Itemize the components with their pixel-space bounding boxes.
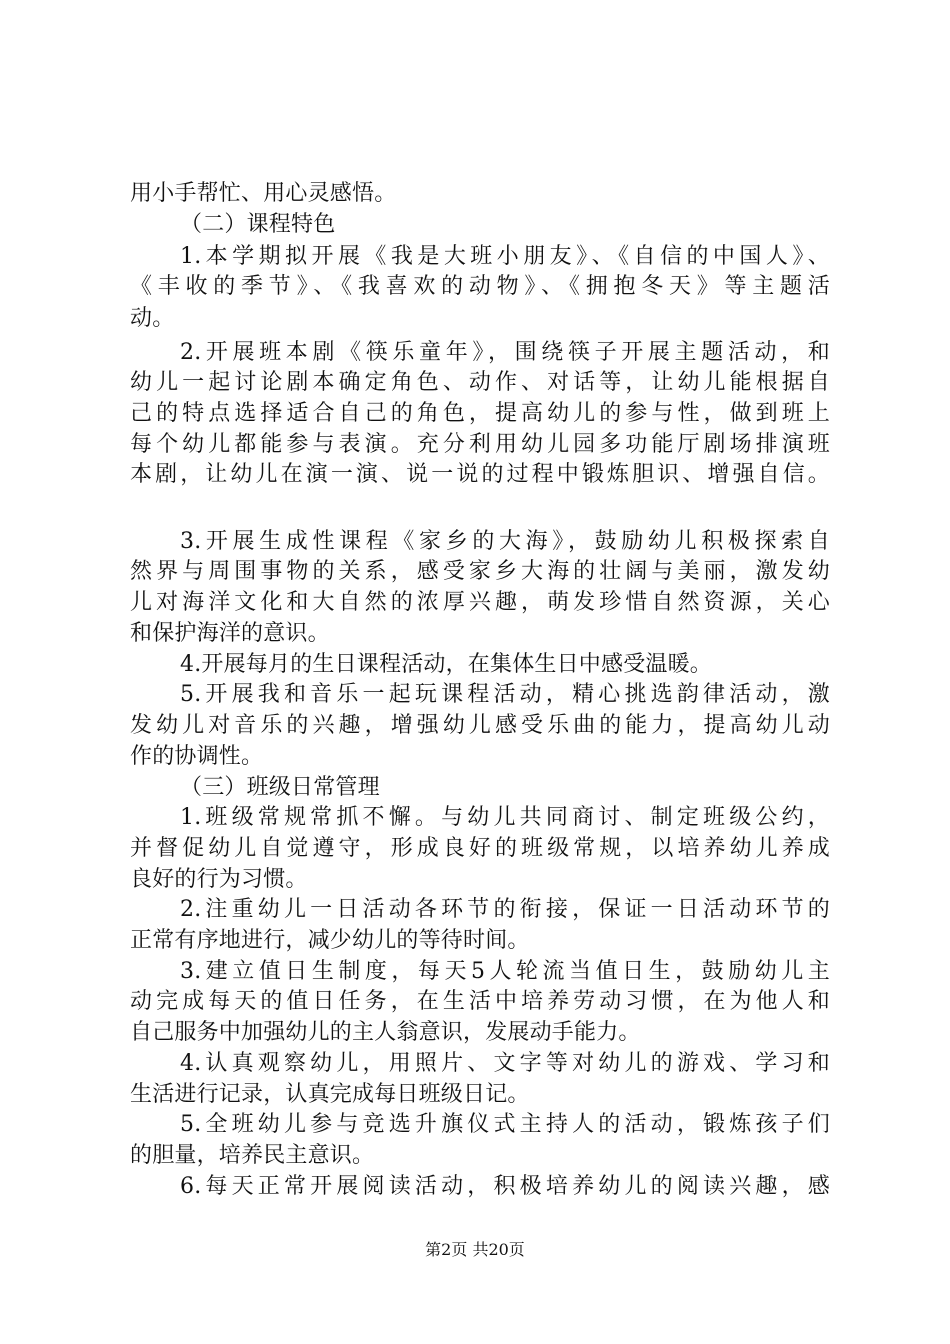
paragraph-line: 的胆量，培养民主意识。 bbox=[130, 1143, 375, 1168]
paragraph-line: 2.注重幼儿一日活动各环节的衔接，保证一日活动环节的 bbox=[180, 897, 830, 922]
paragraph-line: 作的协调性。 bbox=[130, 744, 264, 769]
paragraph-line: 并督促幼儿自觉遵守，形成良好的班级常规，以培养幼儿养成 bbox=[130, 836, 830, 861]
paragraph-line: 生活进行记录，认真完成每日班级日记。 bbox=[130, 1082, 530, 1107]
paragraph-line: 4.开展每月的生日课程活动，在集体生日中感受温暖。 bbox=[180, 652, 712, 677]
paragraph-line: 和保护海洋的意识。 bbox=[130, 621, 330, 646]
section-heading-curriculum: （二）课程特色 bbox=[180, 212, 336, 237]
paragraph-line: 正常有序地进行，减少幼儿的等待时间。 bbox=[130, 928, 530, 953]
paragraph-line: 《丰收的季节》、《我喜欢的动物》、《拥抱冬天》等主题活 bbox=[130, 274, 830, 299]
paragraph-line: 然界与周围事物的关系，感受家乡大海的壮阔与美丽，激发幼 bbox=[130, 559, 830, 584]
paragraph-line: 6.每天正常开展阅读活动，积极培养幼儿的阅读兴趣，感 bbox=[180, 1174, 830, 1199]
paragraph-line: 己的特点选择适合自己的角色，提高幼儿的参与性，做到班上 bbox=[130, 401, 830, 426]
section-heading-class-management: （三）班级日常管理 bbox=[180, 775, 380, 800]
paragraph-line: 3.建立值日生制度，每天5人轮流当值日生，鼓励幼儿主 bbox=[180, 959, 830, 984]
paragraph-line: 良好的行为习惯。 bbox=[130, 867, 308, 892]
paragraph-line: 自己服务中加强幼儿的主人翁意识，发展动手能力。 bbox=[130, 1020, 641, 1045]
paragraph-line: 动完成每天的值日任务，在生活中培养劳动习惯，在为他人和 bbox=[130, 989, 830, 1014]
paragraph-line: 本剧，让幼儿在演一演、说一说的过程中锻炼胆识、增强自信。 bbox=[130, 462, 830, 487]
paragraph-line: 幼儿一起讨论剧本确定角色、动作、对话等，让幼儿能根据自 bbox=[130, 370, 830, 395]
paragraph-line: 儿对海洋文化和大自然的浓厚兴趣，萌发珍惜自然资源，关心 bbox=[130, 590, 830, 615]
paragraph-line: 4.认真观察幼儿，用照片、文字等对幼儿的游戏、学习和 bbox=[180, 1051, 830, 1076]
paragraph-line: 每个幼儿都能参与表演。充分利用幼儿园多功能厅剧场排演班 bbox=[130, 432, 830, 457]
page-number-footer: 第2页 共20页 bbox=[425, 1240, 525, 1259]
paragraph-line: 1.班级常规常抓不懈。与幼儿共同商讨、制定班级公约， bbox=[180, 805, 830, 830]
paragraph-line: 5.开展我和音乐一起玩课程活动，精心挑选韵律活动，激 bbox=[180, 682, 830, 707]
paragraph-line: 5.全班幼儿参与竞选升旗仪式主持人的活动，锻炼孩子们 bbox=[180, 1112, 830, 1137]
paragraph-line: 1.本学期拟开展《我是大班小朋友》、《自信的中国人》、 bbox=[180, 244, 830, 269]
paragraph-line: 用小手帮忙、用心灵感悟。 bbox=[130, 181, 397, 206]
paragraph-line: 3.开展生成性课程《家乡的大海》，鼓励幼儿积极探索自 bbox=[180, 529, 830, 554]
paragraph-line: 动。 bbox=[130, 306, 175, 331]
paragraph-line: 2.开展班本剧《筷乐童年》，围绕筷子开展主题活动，和 bbox=[180, 340, 830, 365]
paragraph-line: 发幼儿对音乐的兴趣，增强幼儿感受乐曲的能力，提高幼儿动 bbox=[130, 713, 830, 738]
